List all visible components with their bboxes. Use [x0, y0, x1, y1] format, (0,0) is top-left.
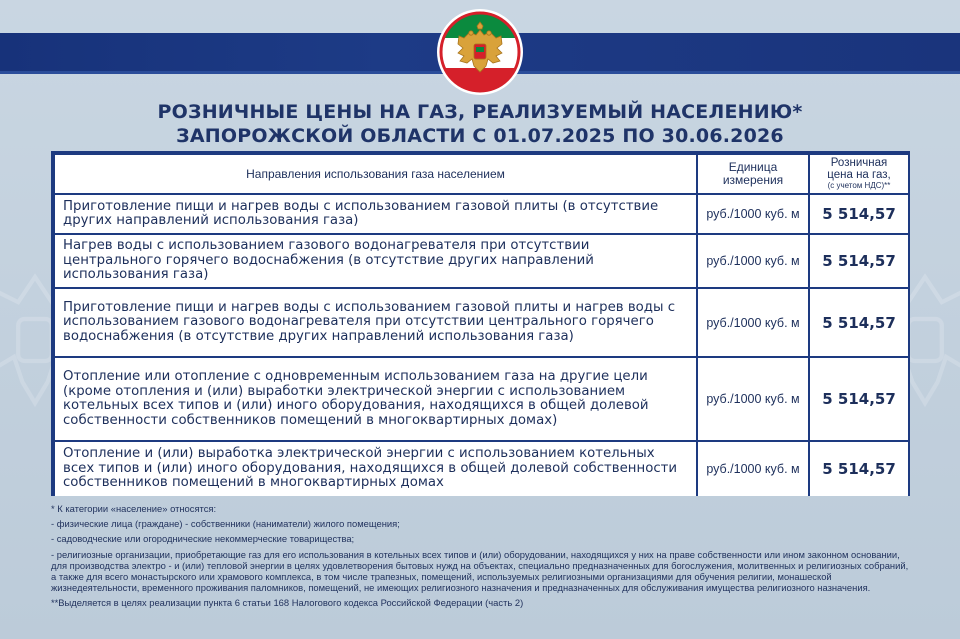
footnote-vat: **Выделяется в целях реализации пункта 6 статьи 168 Налогового кодекса Российской Федерации (часть 2)	[51, 597, 524, 609]
row-price: 5 514,57	[810, 195, 908, 233]
header-unit-line-2: измерения	[722, 173, 784, 187]
table-header-row	[55, 155, 908, 193]
row-direction: Приготовление пищи и нагрев воды с использованием газовой плиты (в отсутствие других направлений использования газа)	[55, 195, 696, 233]
row-price: 5 514,57	[810, 289, 908, 356]
footnote-item: - религиозные организации, приобретающие газ для его использования в котельных всех типов и (или) оборудовании, находящихся у них на праве собственности или ином законном основании, для производства электро - и (или) тепловой энергии в целях удовлетворения бытовых нужд на объектах, специально предназначенных для богослужения, молитвенных и религиозных собраний, а также для всего монастырского или храмового комплекса, в том числе трапезных, помещений, используемых религиозными организациями для обучения религии, монашеской жизнедеятельности, временного проживания паломников, помещений, не имеющих религиозного назначения и предназначенных для обслуживания имущества религиозного назначения.	[51, 548, 909, 594]
title-line-1: РОЗНИЧНЫЕ ЦЕНЫ НА ГАЗ, РЕАЛИЗУЕМЫЙ НАСЕЛЕНИЮ*	[157, 101, 803, 123]
footnotes	[51, 503, 913, 609]
row-unit: руб./1000 куб. м	[698, 358, 808, 440]
row-unit: руб./1000 куб. м	[698, 195, 808, 233]
header-price-line-2: цена на газ,	[827, 169, 891, 181]
price-table-frame	[51, 151, 910, 496]
coat-of-arms-emblem	[436, 8, 524, 96]
row-price: 5 514,57	[810, 235, 908, 287]
header-unit-line-1: Единица	[728, 160, 778, 174]
row-direction: Отопление и (или) выработка электрической энергии с использованием котельных всех типов и (или) иного оборудования, находящихся в общей долевой собственности собственников помещений в многоквартирных домах	[55, 442, 696, 496]
page-title	[0, 100, 960, 148]
footnote-intro: * К категории «население» относятся:	[51, 503, 217, 514]
header-price-note: (с учетом НДС)**	[827, 181, 891, 190]
header-direction: Направления использования газа населением	[55, 155, 696, 193]
row-unit: руб./1000 куб. м	[698, 442, 808, 496]
footnote-item: - садоводческие или огороднические некоммерческие товарищества;	[51, 533, 355, 545]
title-line-2: ЗАПОРОЖСКОЙ ОБЛАСТИ С 01.07.2025 ПО 30.06.2026	[176, 125, 784, 147]
table-row	[55, 289, 908, 356]
double-headed-eagle-icon	[436, 8, 524, 96]
row-price: 5 514,57	[810, 358, 908, 440]
table-row	[55, 442, 908, 496]
footnote-item: - физические лица (граждане) - собственники (наниматели) жилого помещения;	[51, 518, 400, 530]
row-unit: руб./1000 куб. м	[698, 289, 808, 356]
table-row	[55, 195, 908, 233]
header-price-line-1: Розничная	[830, 157, 888, 169]
row-price: 5 514,57	[810, 442, 908, 496]
table-row	[55, 235, 908, 287]
table-row	[55, 358, 908, 440]
header-price	[810, 155, 908, 193]
row-direction: Приготовление пищи и нагрев воды с использованием газовой плиты и нагрев воды с использованием газового водонагревателя при отсутствии центрального горячего водоснабжения (в отсутствие других направлений использования газа)	[55, 289, 696, 356]
price-table	[53, 153, 910, 498]
row-unit: руб./1000 куб. м	[698, 235, 808, 287]
header-unit	[698, 155, 808, 193]
row-direction: Отопление или отопление с одновременным использованием газа на другие цели (кроме отопления и (или) выработки электрической энергии с использованием котельных всех типов и (или) иного оборудования, находящихся в общей долевой собственности собственников помещений в многоквартирных домах)	[55, 358, 696, 440]
row-direction: Нагрев воды с использованием газового водонагревателя при отсутствии центрального горячего водоснабжения (в отсутствие других направлений использования газа)	[55, 235, 696, 287]
